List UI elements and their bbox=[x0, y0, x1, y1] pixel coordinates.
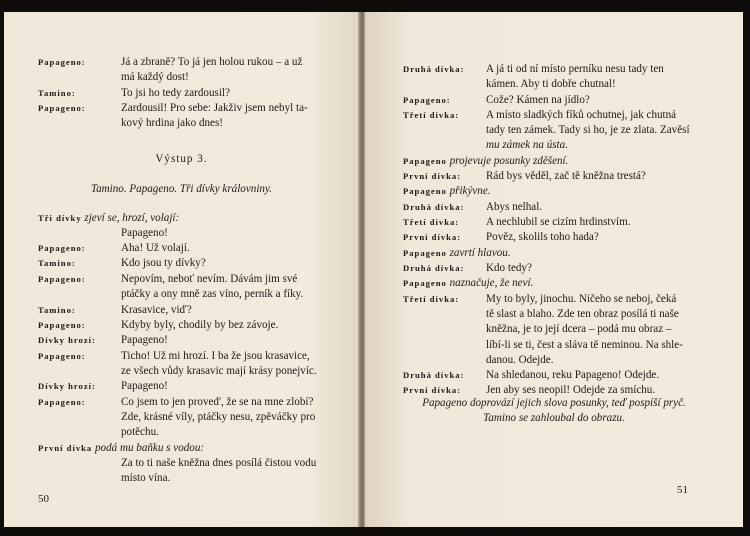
scene-cast: Tamino. Papageno. Tři dívky královniny. bbox=[90, 183, 273, 195]
speaker: Druhá dívka: bbox=[403, 202, 465, 212]
speaker: Papageno: bbox=[38, 397, 86, 407]
dialog-line: tady ten zámek. Tady si ho, je ze zlata. Zavěsí bbox=[486, 124, 690, 136]
speaker: Tamino: bbox=[38, 258, 76, 268]
speaker: Třetí dívka: bbox=[403, 294, 460, 304]
dialog-line: A místo sladkých fíků ochutnej, jak chutná bbox=[486, 109, 677, 121]
dialog-line: mu zámek na ústa. bbox=[486, 139, 568, 151]
dialog-line: kový hrdina jako dnes! bbox=[121, 117, 223, 129]
stage-direction: Papageno naznačuje, že neví. bbox=[403, 277, 534, 289]
speaker: První dívka: bbox=[403, 385, 462, 395]
speaker: Papageno: bbox=[38, 274, 86, 284]
dialog-line: tě slast a blaho. Zde ten obraz posílá ti naše bbox=[486, 308, 679, 320]
dialog-line: kámen. Aby ti dobře chutnal! bbox=[486, 78, 616, 90]
dialog-line: Rád bys věděl, zač tě kněžna trestá? bbox=[486, 170, 646, 182]
dialog-line: ze všech vůdy krasavic mají krásy ponejvíc. bbox=[121, 365, 317, 377]
scene-title: Výstup 3. bbox=[155, 153, 208, 165]
closing-direction: Tamino se zahloubal do obrazu. bbox=[483, 412, 625, 424]
dialog-line: Kdyby byly, chodily by bez závoje. bbox=[121, 319, 279, 331]
speaker: První dívka: bbox=[403, 232, 462, 242]
speaker: Tamino: bbox=[38, 305, 76, 315]
speaker: Druhá dívka: bbox=[403, 64, 465, 74]
speaker: Papageno: bbox=[38, 320, 86, 330]
stage-direction: Tři dívky zjeví se, hrozí, volají: bbox=[38, 212, 180, 224]
speaker: Papageno: bbox=[403, 95, 451, 105]
dialog-line: potěchu. bbox=[121, 426, 159, 438]
dialog-line: My to byly, jinochu. Ničeho se neboj, čeká bbox=[486, 293, 677, 305]
speaker: Tamino: bbox=[38, 88, 76, 98]
speaker: Dívky hrozí: bbox=[38, 381, 96, 391]
speaker: Dívky hrozí: bbox=[38, 335, 96, 345]
dialog-line: A já ti od ní místo perníku nesu tady ten bbox=[486, 63, 664, 75]
dialog-line: líbí-li se ti, čest a sláva tě neminou. Na shle- bbox=[486, 339, 683, 351]
dialog-line: To jsi ho tedy zardousil? bbox=[121, 87, 230, 99]
dialog-line: místo vína. bbox=[121, 472, 171, 484]
page-number: 51 bbox=[677, 484, 688, 496]
page-number: 50 bbox=[38, 493, 49, 505]
dialog-line: ptáčky a ony mně zas víno, perník a fíky. bbox=[121, 288, 304, 300]
dialog-line: Jen aby ses neopil! Odejde za smíchu. bbox=[486, 384, 656, 396]
dialog-line: Cože? Kámen na jídlo? bbox=[486, 94, 590, 106]
dialog-line: Papageno! bbox=[121, 334, 168, 346]
dialog-line: A nechlubil se cizím hrdinstvím. bbox=[486, 216, 631, 228]
speaker: Druhá dívka: bbox=[403, 263, 465, 273]
stage-direction: Papageno zavrtí hlavou. bbox=[403, 247, 511, 259]
dialog-line: danou. Odejde. bbox=[486, 354, 554, 366]
dialog-line: Zde, krásné víly, ptáčky nesu, zpěváčky pro bbox=[121, 411, 316, 423]
dialog-line: Co jsem to jen proved', že se na mne zlobí? bbox=[121, 396, 314, 408]
left-page bbox=[4, 12, 360, 527]
dialog-line: Krasavice, viď? bbox=[121, 304, 192, 316]
speaker: Papageno: bbox=[38, 351, 86, 361]
dialog-line: Papageno! bbox=[121, 227, 168, 239]
right-page bbox=[365, 12, 743, 527]
speaker: Papageno: bbox=[38, 103, 86, 113]
stage-direction: První dívka podá mu baňku s vodou: bbox=[38, 442, 205, 454]
dialog-line: Pověz, skolils toho hada? bbox=[486, 231, 599, 243]
dialog-line: Kdo tedy? bbox=[486, 262, 532, 274]
speaker: Papageno: bbox=[38, 57, 86, 67]
stage-direction: Papageno projevuje posunky zděšení. bbox=[403, 155, 569, 167]
speaker: Druhá dívka: bbox=[403, 370, 465, 380]
speaker: Papageno: bbox=[38, 243, 86, 253]
dialog-line: má každý dost! bbox=[121, 71, 189, 83]
dialog-line: Za to ti naše kněžna dnes posílá čistou vodu bbox=[121, 457, 317, 469]
speaker: Třetí dívka: bbox=[403, 110, 460, 120]
dialog-line: Na shledanou, reku Papageno! Odejde. bbox=[486, 369, 660, 381]
stage-direction: Papageno přikývne. bbox=[403, 185, 491, 197]
dialog-line: Papageno! bbox=[121, 380, 168, 392]
dialog-line: Ticho! Už mi hrozí. I ba že jsou krasavice, bbox=[121, 350, 310, 362]
dialog-line: Abys nelhal. bbox=[486, 201, 543, 213]
dialog-line: Kdo jsou ty dívky? bbox=[121, 257, 206, 269]
dialog-line: Aha! Už volají. bbox=[121, 242, 190, 254]
dialog-line: Nepovím, neboť nevím. Dávám jim své bbox=[121, 273, 298, 285]
dialog-line: Zardousil! Pro sebe: Jakživ jsem nebyl ta- bbox=[121, 102, 308, 114]
dialog-line: Já a zbraně? To já jen holou rukou – a už bbox=[121, 56, 303, 68]
speaker: Třetí dívka: bbox=[403, 217, 460, 227]
dialog-line: kněžna, je to její dcera – podá mu obraz – bbox=[486, 323, 672, 335]
closing-direction: Papageno doprovází jejich slova posunky, teď pospíší pryč. bbox=[422, 397, 686, 409]
speaker: První dívka: bbox=[403, 171, 462, 181]
